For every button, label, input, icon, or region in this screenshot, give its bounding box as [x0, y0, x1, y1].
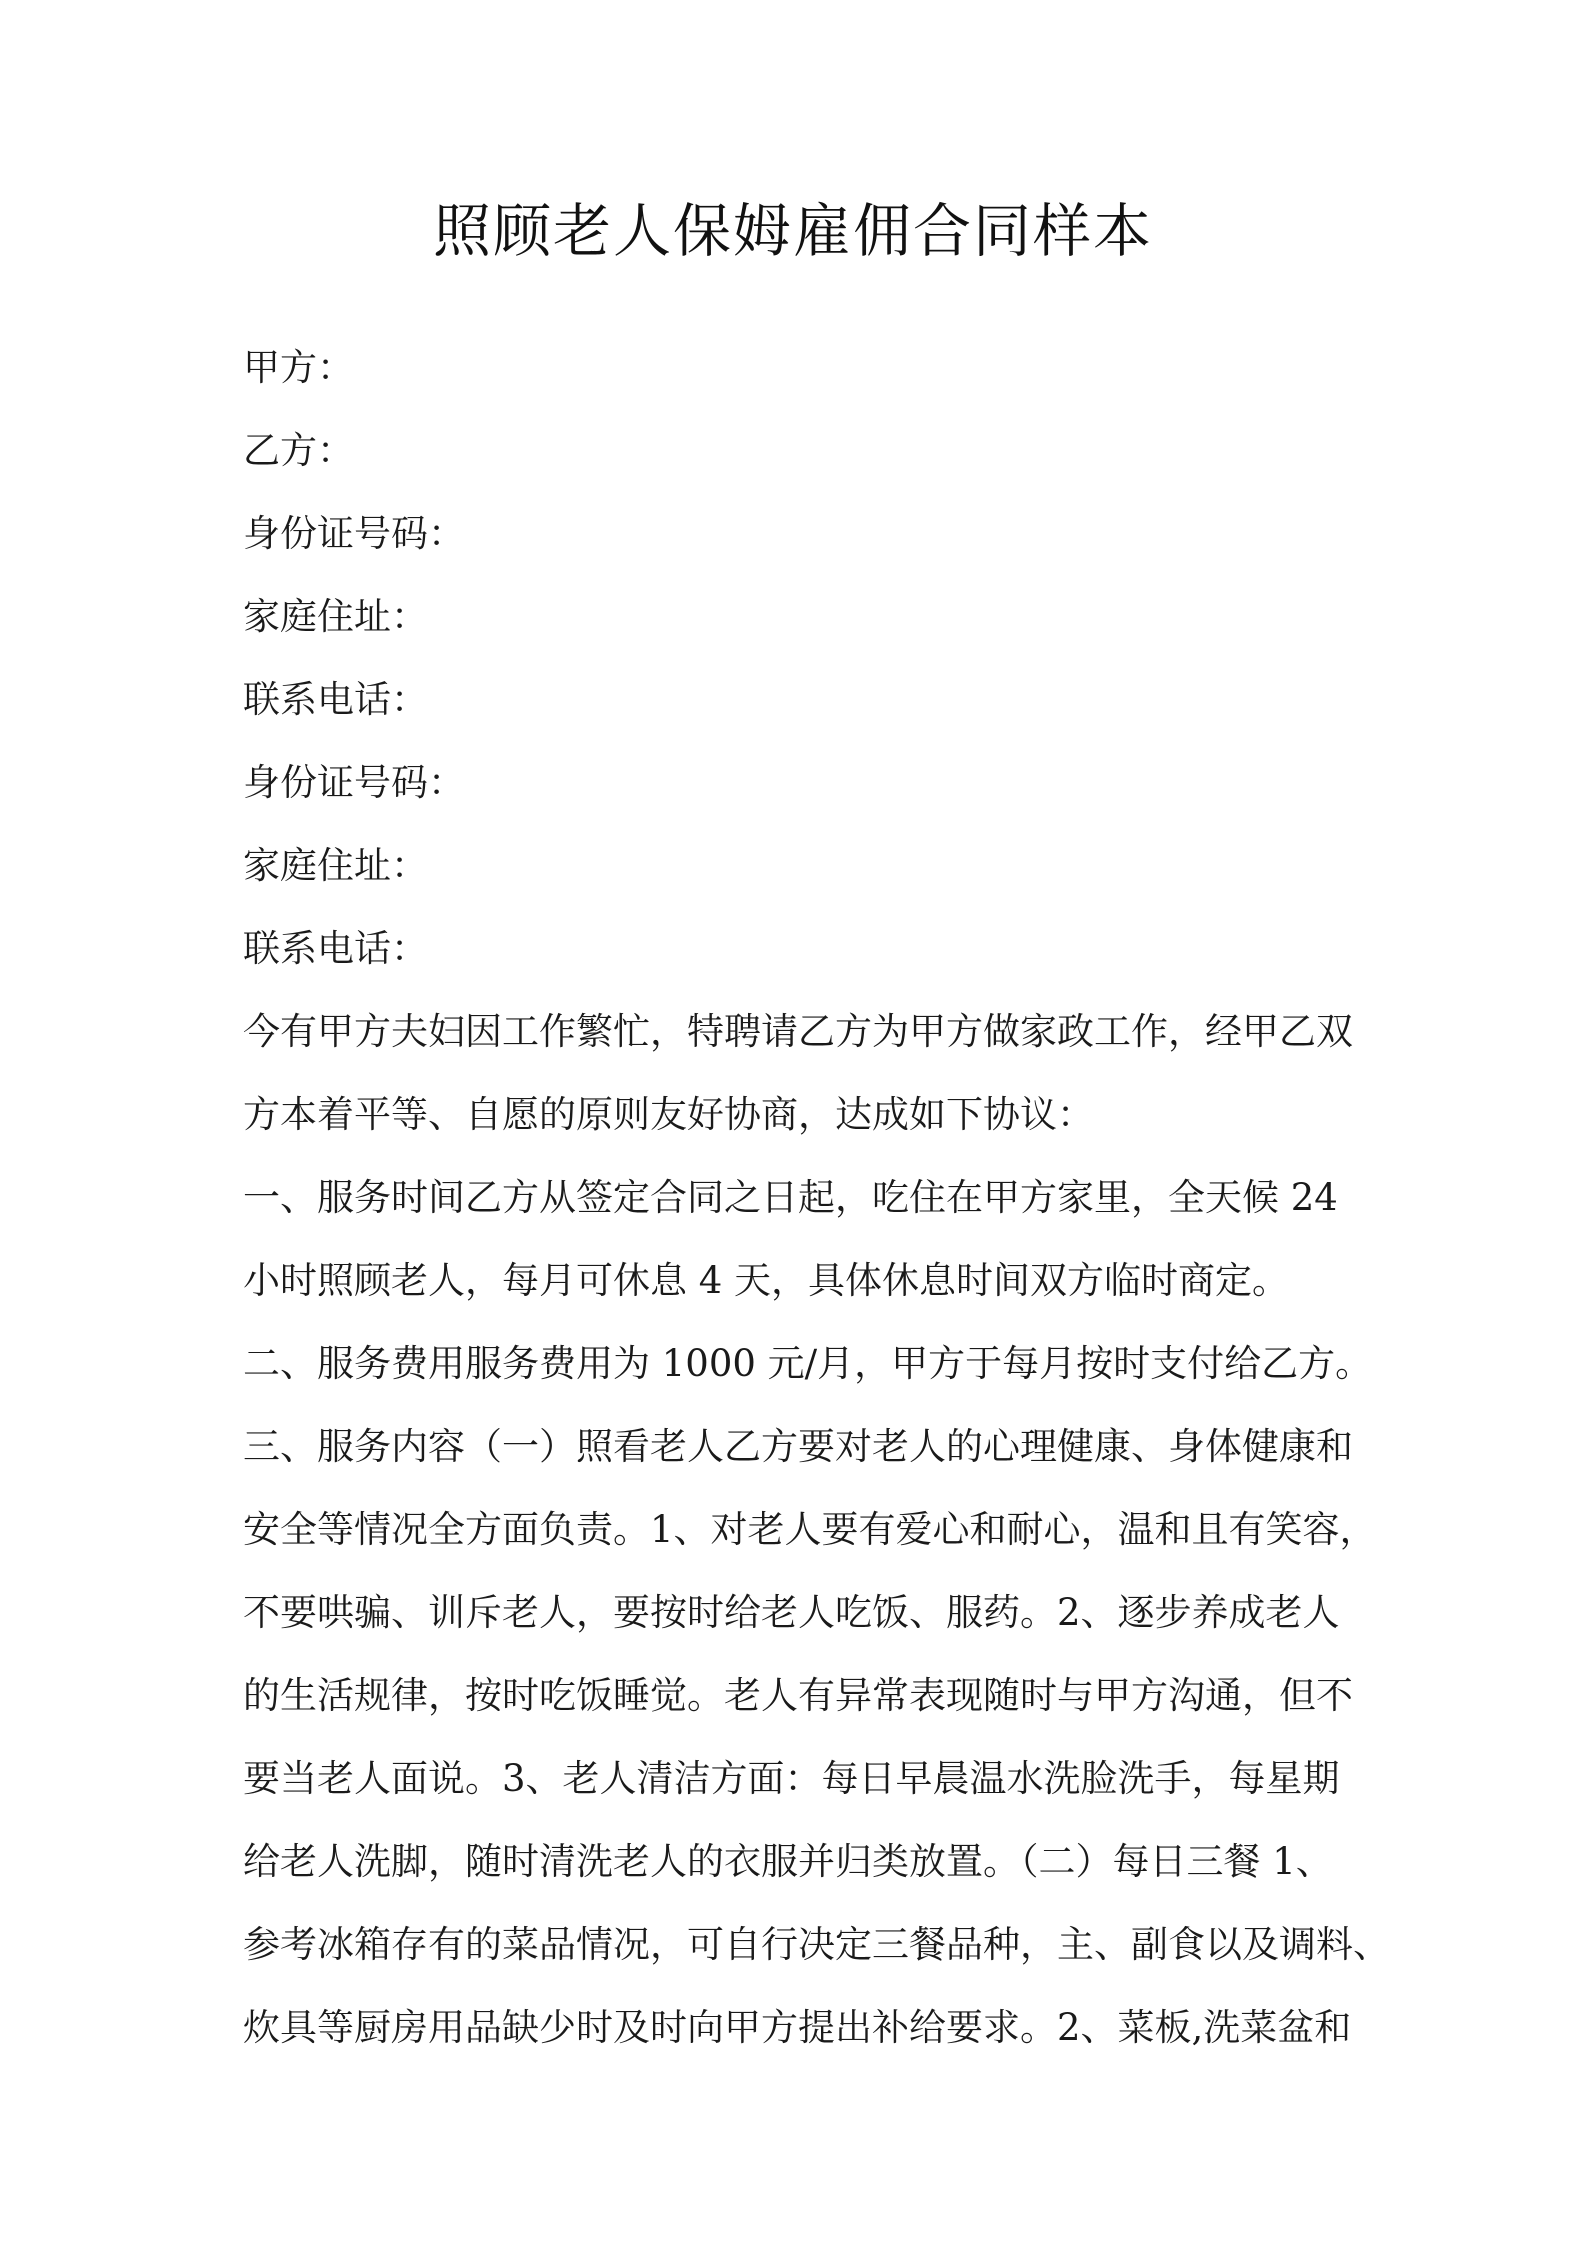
paragraph-line: 的生活规律，按时吃饭睡觉。老人有异常表现随时与甲方沟通，但不 [243, 1674, 1353, 1717]
paragraph-line: 方本着平等、自愿的原则友好协商，达成如下协议： [243, 1093, 1094, 1136]
paragraph-line: 安全等情况全方面负责。1、对老人要有爱心和耐心，温和且有笑容， [243, 1508, 1377, 1551]
party-a-label: 甲方： [243, 346, 354, 389]
paragraph-line: 炊具等厨房用品缺少时及时向甲方提出补给要求。2、菜板,洗菜盆和 [243, 2006, 1352, 2049]
paragraph-line: 不要哄骗、训斥老人，要按时给老人吃饭、服药。2、逐步养成老人 [243, 1591, 1340, 1634]
paragraph-line: 三、服务内容（一）照看老人乙方要对老人的心理健康、身体健康和 [243, 1425, 1353, 1468]
document-title: 照顾老人保姆雇佣合同样本 [432, 197, 1153, 265]
paragraph-line: 要当老人面说。3、老人清洁方面：每日早晨温水洗脸洗手，每星期 [243, 1757, 1340, 1800]
paragraph-line: 二、服务费用服务费用为 1000 元/月，甲方于每月按时支付给乙方。 [243, 1342, 1373, 1385]
phone-label: 联系电话： [243, 678, 428, 721]
paragraph-line: 参考冰箱存有的菜品情况，可自行决定三餐品种，主、副食以及调料、 [243, 1923, 1390, 1966]
home-address-label: 家庭住址： [243, 844, 428, 887]
paragraph-line: 小时照顾老人，每月可休息 4 天，具体休息时间双方临时商定。 [243, 1259, 1290, 1302]
contract-body [243, 326, 1390, 2069]
paragraph-line: 一、服务时间乙方从签定合同之日起，吃住在甲方家里，全天候 24 [243, 1176, 1338, 1219]
id-number-label: 身份证号码： [243, 761, 465, 804]
paragraph-line: 今有甲方夫妇因工作繁忙，特聘请乙方为甲方做家政工作，经甲乙双 [243, 1010, 1353, 1053]
home-address-label: 家庭住址： [243, 595, 428, 638]
party-b-label: 乙方： [243, 429, 354, 472]
paragraph-line: 给老人洗脚，随时清洗老人的衣服并归类放置。（二）每日三餐 1、 [243, 1840, 1333, 1883]
id-number-label: 身份证号码： [243, 512, 465, 555]
phone-label: 联系电话： [243, 927, 428, 970]
